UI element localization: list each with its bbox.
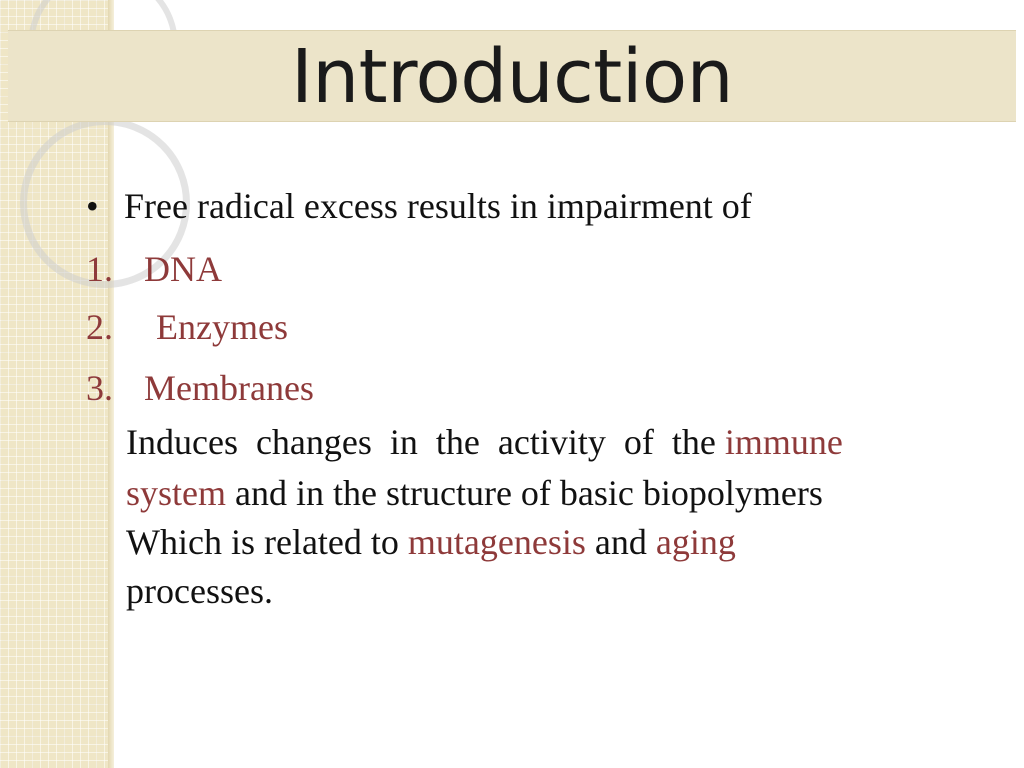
item-number: 1.	[86, 249, 113, 289]
slide-title: Introduction	[290, 34, 734, 120]
numbered-item-dna	[86, 248, 222, 290]
paragraph-line-4	[126, 570, 273, 612]
highlight-aging: aging	[655, 522, 736, 562]
bullet-text: Free radical excess results in impairment of	[124, 186, 752, 226]
item-number: 2.	[86, 307, 113, 347]
item-label: DNA	[144, 249, 222, 289]
paragraph-text: and in the structure of basic biopolymers	[235, 473, 823, 513]
item-label: Membranes	[144, 368, 314, 408]
numbered-item-membranes	[86, 367, 314, 409]
paragraph-line-2	[126, 472, 823, 514]
paragraph-text: and	[594, 522, 647, 562]
paragraph-text: processes.	[126, 571, 273, 611]
item-label: Enzymes	[156, 307, 288, 347]
paragraph-text: Induces changes in the activity of the	[126, 422, 716, 462]
bullet-item	[86, 185, 752, 227]
highlight-immune: immune	[724, 422, 843, 462]
paragraph-line-3	[126, 521, 736, 563]
paragraph-line-1	[126, 421, 843, 463]
bullet-marker: •	[86, 186, 99, 226]
item-number: 3.	[86, 368, 113, 408]
numbered-item-enzymes	[86, 306, 288, 348]
highlight-mutagenesis: mutagenesis	[407, 522, 586, 562]
highlight-system: system	[126, 473, 227, 513]
paragraph-text: Which is related to	[126, 522, 399, 562]
